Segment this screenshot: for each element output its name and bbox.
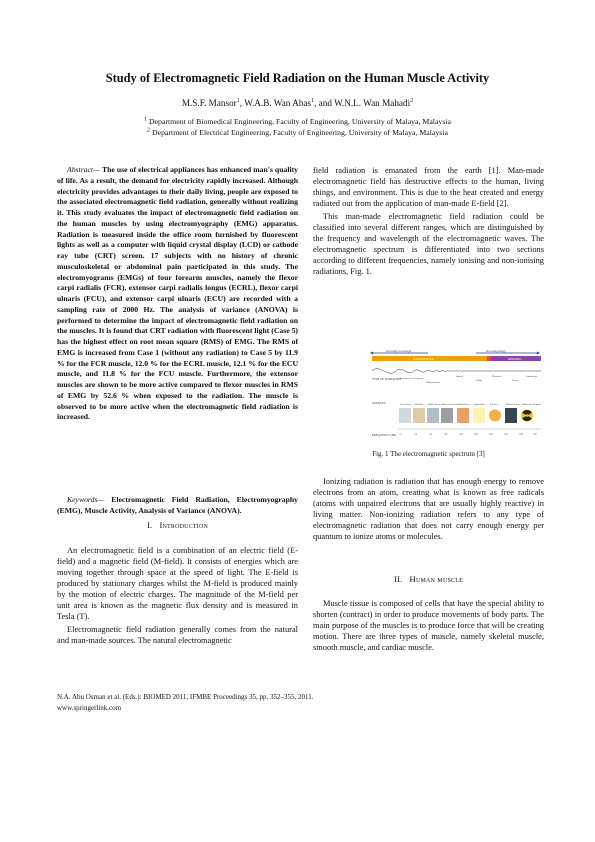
footer-url: www.springerlink.com: [57, 703, 122, 712]
affiliation-text: Department of Electrical Engineering, Faculty of Engineering, University of Malaya, Malaysia: [151, 128, 448, 137]
author-affiliation-mark: 1: [236, 97, 240, 104]
affiliation-text: Department of Biomedical Engineering, Faculty of Engineering, University of Malaya, Malaysia: [148, 117, 451, 126]
frequency-tick: 10¹⁰: [459, 433, 464, 436]
author-separator: , and: [314, 98, 335, 108]
paragraph: Muscle tissue is composed of cells that have the special ability to shorten (contract) in order to produce movements of body parts. The main purpose of the muscles is to produce force that will be creating motion. There are three types of muscle, namely skeletal muscle, smooth muscle, and cardiac muscle.: [313, 599, 544, 653]
radiation-type: Radiofrequency: [426, 382, 440, 384]
frequency-tick: 10¹⁴: [489, 433, 493, 436]
right-column-text: [313, 165, 544, 277]
energy-label: increasing energy: [486, 350, 506, 353]
author-name: W.N.L. Wan Mahadi: [334, 98, 411, 108]
paragraph: An electromagnetic field is a combination of an electric field (E-field) and a magnetic field (M-field). It consists of energies which are moving together through space at the speed of light. The E-field is produced by stationary charges whilst the M-field is produced mainly by the motion of electric charges. The magnitude of the M-field per unit area is known as the magnetic flux density and is measured in Tesla (T).: [57, 546, 298, 622]
frequency-tick: 10⁴: [414, 433, 418, 436]
keywords-lead: Keywords—: [67, 495, 105, 504]
frequency-tick: 10¹⁸: [519, 433, 523, 436]
frequency-tick: 10: [399, 433, 402, 436]
power-lines-icon: [399, 408, 411, 423]
section-number: II.: [394, 574, 403, 584]
source-label: Mobile Phones: [428, 404, 442, 406]
section-title: Human muscle: [409, 574, 463, 584]
author-separator: ,: [239, 98, 245, 108]
author-affiliation-mark: 1: [311, 97, 315, 104]
author-name: M.S.F. Mansor: [181, 98, 237, 108]
source-label: Radioactive Elements: [522, 404, 542, 406]
paper-title: Study of Electromagnetic Field Radiation on the Human Muscle Activity: [105, 71, 490, 85]
author-name: W.A.B. Wan Abas: [244, 98, 312, 108]
wavelength-label: increasing wavelength: [386, 350, 412, 353]
abstract: [57, 165, 298, 423]
affiliation-mark: 2: [147, 127, 151, 134]
light-bulb-icon: [473, 408, 485, 423]
source-label: The Sun: [490, 404, 498, 406]
section-number: I.: [146, 520, 153, 530]
radiation-type: Gamma rays: [526, 376, 538, 378]
non-ionizing-label: NON-IONIZING: [413, 357, 434, 361]
affiliation: [0, 128, 595, 137]
footer-citation: N.A. Abu Osman et al. (Eds.): BIOMED 2011, IFMBE Proceedings 35, pp. 352–355, 2011.: [57, 693, 314, 701]
affiliation-mark: 1: [144, 116, 147, 123]
section-heading: [313, 574, 544, 584]
source-label: Radiant Heat: [458, 404, 470, 406]
figure-caption: Fig. 1 The electromagnetic spectrum [3]: [372, 450, 485, 458]
keywords: [57, 495, 298, 517]
section-title: Introduction: [159, 520, 209, 530]
source-label: Medical X-rays: [506, 404, 520, 406]
radiation-type: Infrared: [456, 376, 464, 378]
radio-icon: [413, 408, 425, 423]
x-ray-icon: [505, 408, 517, 423]
intro-text: [57, 545, 298, 646]
visible-band: [487, 356, 491, 361]
source-label: AM Radio: [414, 404, 424, 406]
keywords-text: Electromagnetic Field Radiation, Electromyography (EMG), Muscle Activity, Analysis of Variance (ANOVA).: [57, 495, 299, 515]
section-heading: [57, 520, 298, 530]
source-label: Microwave Ovens: [442, 404, 459, 406]
right-column-text: [313, 598, 544, 653]
row-label: SOURCES: [372, 401, 386, 405]
source-label: Light Bulbs: [474, 404, 485, 406]
radiation-type: Ultraviolet: [492, 376, 502, 378]
radiation-type: Extremely Low Frequency: [400, 378, 424, 380]
author-affiliation-mark: 2: [410, 97, 414, 104]
footer: [57, 692, 314, 713]
frequency-tick: 10¹²: [474, 433, 478, 436]
ionizing-label: IONIZING: [508, 357, 522, 361]
frequency-tick: 10⁸: [444, 433, 448, 436]
affiliation: [0, 117, 595, 126]
frequency-tick: 10⁶: [429, 433, 433, 436]
abstract-lead: Abstract—: [67, 165, 100, 174]
abstract-text: The use of electrical appliances has enhanced man's quality of life. As a result, the demand for electricity rapidly increased. Although electricity provides advantages to their daily living, people are exposed to the associated electromagnetic field radiation, generally without realizing it. This study evaluates the impact of electromagnetic field radiation on the human muscles by using electromyography (EMG) apparatus. Radiation is measured inside the office room furnished by fluorescent lights as well as a computer with liquid crystal display (LCD) or cathode ray tube (CRT) screen. 17 subjects with no history of chronic musculoskeletal or abdominal pain participated in this study. The electromyograms (EMGs) of four forearm muscles, namely the flexor carpi radialis (FCR), extensor carpi radialis longus (ECRL), flexor carpi ulnaris (FCU), and extensor carpi ulnaris (ECU) are recorded with a sampling rate of 2000 Hz. The analysis of variance (ANOVA) is performed to determine the impact of electromagnetic field radiation on the muscles. It is found that CRT radiation with fluorescent light (Case 5) has the highest effect on root mean square (RMS) of EMG. The RMS of EMG is increased from Case 1 (without any radiation) to Case 5 by 11.9 % for the FCR muscle, 12.0 % for the ECRL muscle, 12.1 % for the ECU muscle, and 11.8 % for the FCU muscle. Furthermore, the extensor muscles are shown to be more active compared to flexor muscles in RMS of EMG by 52.6 % when exposed to the radiation. The muscle is observed to be more active when the electromagnetic field radiation is increased.: [57, 165, 299, 422]
row-label: FREQUENCY (Hz): [372, 433, 397, 437]
source-label: Power Lines: [400, 404, 411, 406]
sun-icon: [489, 410, 501, 422]
microwave-icon: [441, 408, 453, 423]
right-column-text: [313, 476, 544, 542]
paragraph: Ionizing radiation is radiation that has enough energy to remove electrons from an atom, creating what is known as free radicals (atoms with unpaired electrons that are usually highly reactive) in living matter. Non-ionizing radiation refers to any type of electromagnetic radiation that does not carry enough energy per quantum to ionize atoms or molecules.: [313, 477, 544, 542]
frequency-tick: 10²⁰: [533, 433, 538, 436]
frequency-tick: 10¹⁶: [504, 433, 508, 436]
row-label: TYPE OF RADIATION: [372, 377, 402, 381]
author-list: [0, 98, 595, 108]
paragraph: field radiation is emanated from the earth [1]. Man-made electromagnetic field has destructive effects to the human, living things, and environment. This is due to the heat created and energy radiated out from the application of man-made E-field [2].: [313, 166, 544, 209]
radiation-type: Visible: [476, 380, 483, 382]
paragraph: This man-made electromagnetic field radiation could be classified into several different ranges, which are distinguished by the frequency and wavelength of the electromagnetic waves. The electromagnetic spectrum is differentiated into two sections according to different frequencies, namely ionising and non-ionising radiations, Fig. 1.: [313, 212, 544, 277]
heater-icon: [457, 408, 469, 423]
paragraph: Electromagnetic field radiation generally comes from the natural and man-made sources. The natural electromagnetic: [57, 625, 298, 646]
electromagnetic-spectrum-figure: [368, 349, 544, 443]
mobile-phone-icon: [427, 408, 439, 423]
radiation-type: X-rays: [512, 380, 518, 382]
